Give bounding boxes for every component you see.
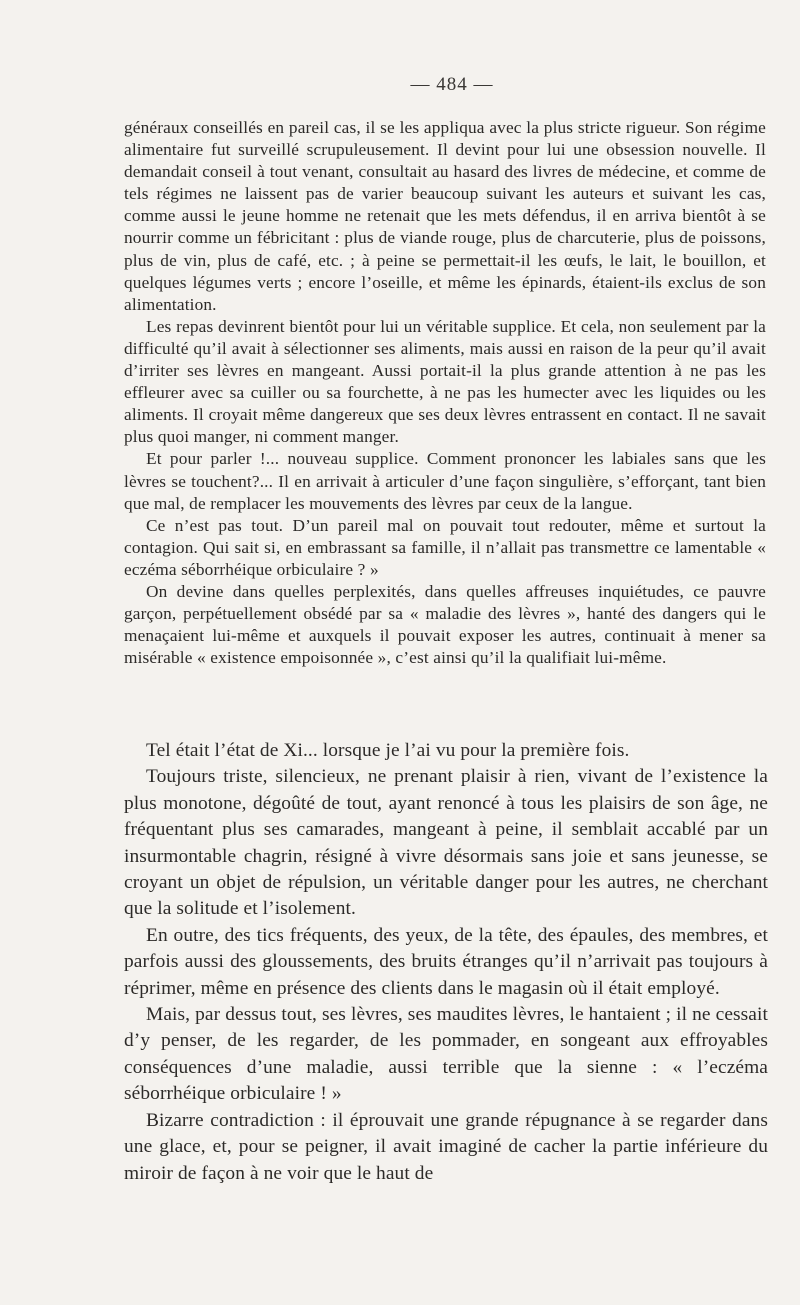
small-print-section [124, 117, 766, 669]
large-print-section [124, 738, 768, 1187]
paragraph: généraux conseillés en pareil cas, il se les appliqua avec la plus stricte rigueur. Son régime alimentaire fut surveillé scrupuleusement. Il devint pour lui une obsession nouvelle. Il demandait conseil à tout venant, consultait au hasard des livres de médecine, et comme de tels régimes ne laissent pas de varier beaucoup suivant les auteurs et suivant les cas, comme aussi le jeune homme ne retenait que les mets défendus, il en arriva bientôt à se nourrir comme un fébricitant : plus de viande rouge, plus de charcuterie, plus de poissons, plus de vin, plus de café, etc. ; à peine se permettait-il les œufs, le lait, le bouillon, et quelques légumes verts ; encore l’oseille, et même les épinards, étaient-ils exclus de son alimentation. [124, 118, 766, 314]
paragraph: Les repas devinrent bientôt pour lui un véritable supplice. Et cela, non seulement par la difficulté qu’il avait à sélectionner ses aliments, mais aussi en raison de la peur qu’il avait d’irriter ses lèvres en mangeant. Aussi portait-il la plus grande attention à ne pas les effleurer avec sa cuiller ou sa fourchette, à ne pas les humecter avec les liquides ou les aliments. Il croyait même dangereux que ses deux lèvres entrassent en contact. Il ne savait plus quoi manger, ni comment manger. [124, 316, 766, 447]
paragraph: Tel était l’état de Xi... lorsque je l’ai vu pour la première fois. [146, 740, 630, 761]
paragraph: En outre, des tics fréquents, des yeux, de la tête, des épaules, des membres, et parfois aussi des gloussements, des bruits étranges qu’il n’arrivait pas toujours à réprimer, même en présence des clients dans le magasin où il était employé. [124, 924, 768, 999]
paragraph: Bizarre contradiction : il éprouvait une grande répugnance à se regarder dans une glace, et, pour se peigner, il avait imaginé de cacher la partie inférieure du miroir de façon à ne voir que le haut de [124, 1109, 768, 1184]
paragraph: Et pour parler !... nouveau supplice. Comment prononcer les labiales sans que les lèvres se touchent?... Il en arrivait à articuler d’une façon singulière, s’efforçant, tant bien que mal, de remplacer les mouvements des lèvres par ceux de la langue. [124, 449, 766, 513]
paragraph: Ce n’est pas tout. D’un pareil mal on pouvait tout redouter, même et surtout la contagion. Qui sait si, en embrassant sa famille, il n’allait pas transmettre ce lamentable « eczéma séborrhéique orbiculaire ? » [124, 515, 766, 579]
page-number: — 484 — [410, 74, 494, 95]
paragraph: On devine dans quelles perplexités, dans quelles affreuses inquiétudes, ce pauvre garçon, perpétuellement obsédé par sa « maladie des lèvres », hanté des dangers qui le menaçaient lui-même et auxquels il pouvait exposer les autres, continuait à mener sa misérable « existence empoisonnée », c’est ainsi qu’il la qualifiait lui-même. [124, 581, 766, 668]
paragraph: Toujours triste, silencieux, ne prenant plaisir à rien, vivant de l’existence la plus monotone, dégoûté de tout, ayant renoncé à tous les plaisirs de son âge, ne fréquentant plus ses camarades, mangeant à peine, il semblait accablé par un insurmontable chagrin, résigné à vivre désormais sans joie et sans jeunesse, se croyant un objet de répulsion, un véritable danger pour les autres, ne cherchant que la solitude et l’isolement. [124, 766, 768, 920]
paragraph: Mais, par dessus tout, ses lèvres, ses maudites lèvres, le hantaient ; il ne cessait d’y penser, de les regarder, de les pommader, en songeant aux effroyables conséquences d’une maladie, aussi terrible que la sienne : « l’eczéma séborrhéique orbiculaire ! » [124, 1004, 768, 1105]
